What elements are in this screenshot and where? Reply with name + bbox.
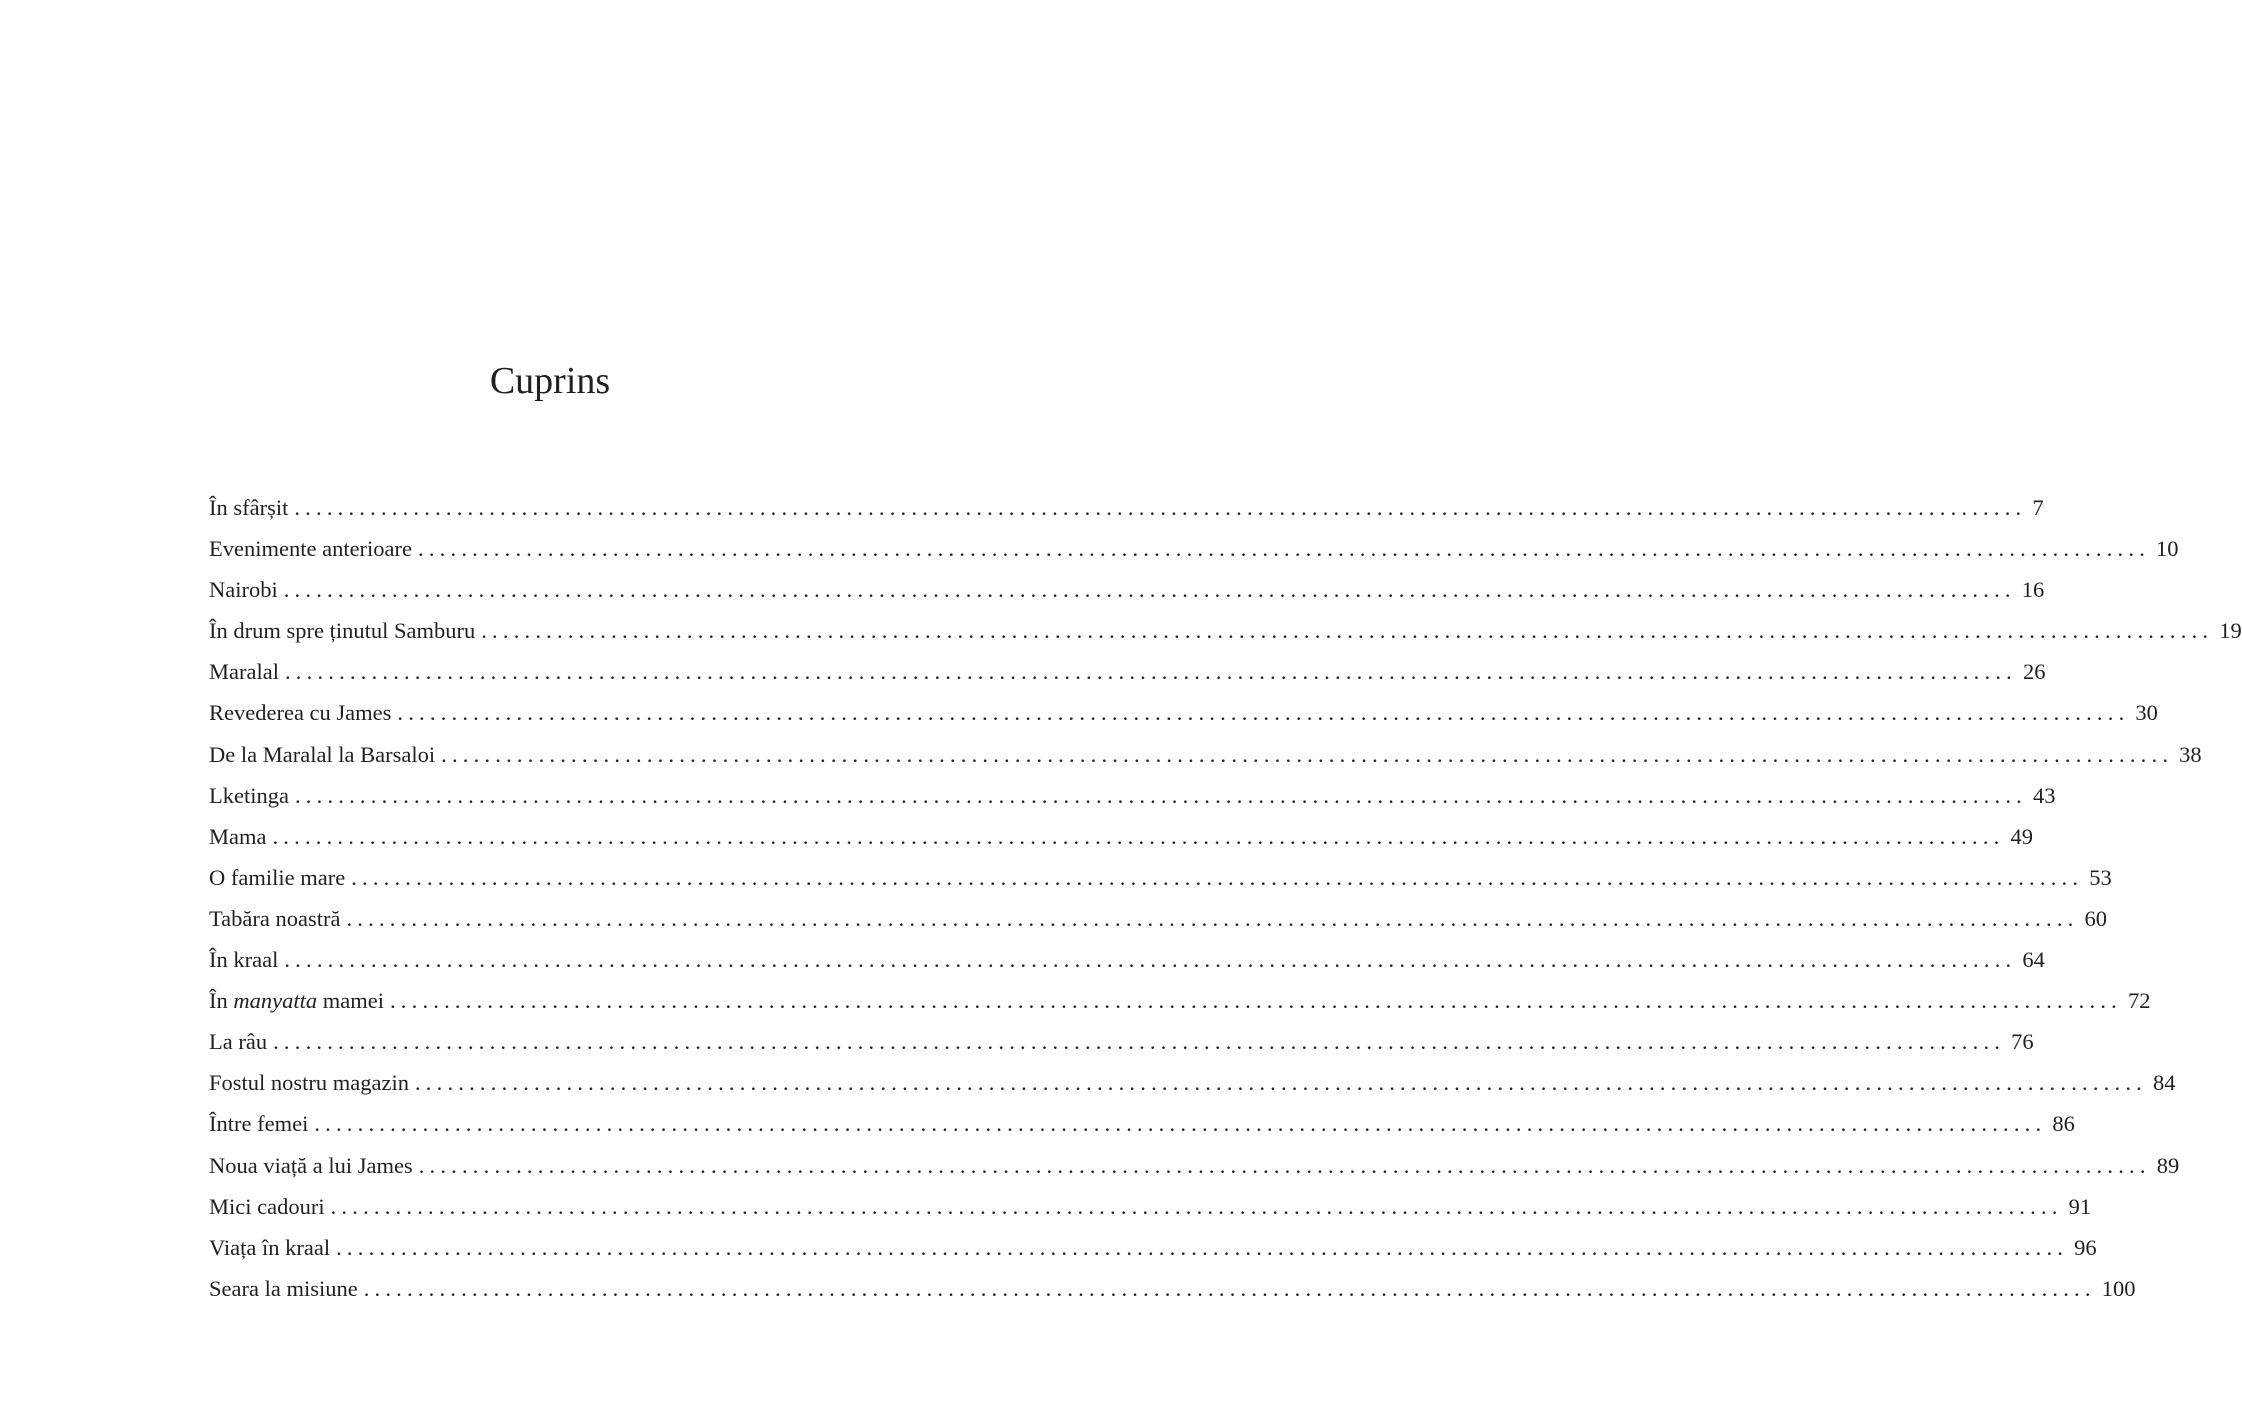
toc-entry-page: 86 (2046, 1103, 2075, 1144)
dot-leader: ................................................................................................................................................................ (283, 577, 2016, 603)
dot-leader: ................................................................................................................................................................ (397, 700, 2130, 726)
toc-entry-title (209, 980, 390, 1021)
toc-entry-page: 49 (2004, 816, 2033, 857)
dot-leader: ................................................................................................................................................................ (414, 1070, 2147, 1096)
toc-entry-page: 53 (2083, 857, 2112, 898)
toc-entry[interactable] (209, 1145, 2180, 1186)
dot-leader: ................................................................................................................................................................ (418, 536, 2151, 562)
toc-entry-title: Lketinga (209, 775, 295, 816)
toc-entry[interactable] (209, 610, 2242, 651)
toc-entry[interactable] (209, 816, 2033, 857)
toc-entry[interactable] (209, 734, 2202, 775)
toc-entry-page: 26 (2017, 651, 2046, 692)
dot-leader: ................................................................................................................................................................ (294, 495, 2027, 520)
toc-entry-page: 96 (2068, 1227, 2097, 1268)
toc-entry-title: La râu (209, 1021, 273, 1062)
toc-entry-title: Între femei (209, 1103, 314, 1144)
page-title: Cuprins (489, 360, 611, 402)
toc-entry-title: Mama (209, 816, 272, 857)
toc-entry-title-italic: manyatta (233, 988, 318, 1014)
toc-entry-title: Mici cadouri (209, 1186, 331, 1227)
toc-entry[interactable] (209, 651, 2046, 692)
toc-entry[interactable] (209, 1021, 2034, 1062)
toc-entry-title: Fostul nostru magazin (209, 1062, 415, 1103)
toc-entry-page: 16 (2016, 569, 2045, 610)
toc-entry-page: 72 (2122, 980, 2151, 1021)
dot-leader: ................................................................................................................................................................ (418, 1152, 2151, 1178)
toc-entry-title: În kraal (209, 939, 284, 980)
toc-entry-title: Maralal (209, 651, 285, 692)
dot-leader: ................................................................................................................................................................ (314, 1111, 2047, 1137)
toc-entry-page: 7 (2026, 487, 2043, 528)
dot-leader: ................................................................................................................................................................ (481, 618, 2214, 644)
toc-entry-title: O familie mare (209, 857, 351, 898)
dot-leader: ................................................................................................................................................................ (284, 947, 2017, 973)
toc-entry[interactable] (209, 857, 2112, 898)
toc-entry[interactable] (209, 1186, 2092, 1227)
toc-entry[interactable] (209, 528, 2179, 569)
toc-entry-title: Noua viață a lui James (209, 1145, 419, 1186)
toc-entry-page: 64 (2016, 939, 2045, 980)
toc-entry[interactable] (209, 692, 2158, 733)
toc-entry[interactable] (209, 487, 2044, 528)
toc-entry-title: Seara la misiune (209, 1268, 364, 1309)
table-of-contents (209, 487, 2242, 1309)
toc-entry-page: 38 (2173, 734, 2202, 775)
toc-entry-title-suffix: mamei (317, 988, 384, 1014)
toc-entry-page: 100 (2096, 1268, 2136, 1309)
toc-entry-title: În sfârșit (209, 487, 294, 528)
toc-entry[interactable] (209, 939, 2045, 980)
toc-entry-page: 60 (2078, 898, 2107, 939)
toc-entry-page: 89 (2151, 1145, 2180, 1186)
dot-leader: ................................................................................................................................................................ (441, 741, 2174, 767)
toc-entry[interactable] (209, 980, 2151, 1021)
toc-entry[interactable] (209, 775, 2056, 816)
toc-entry[interactable] (209, 898, 2107, 939)
toc-entry-page: 76 (2005, 1021, 2034, 1062)
toc-entry-title: De la Maralal la Barsaloi (209, 734, 441, 775)
dot-leader: ................................................................................................................................................................ (330, 1193, 2063, 1219)
dot-leader: ................................................................................................................................................................ (273, 1029, 2006, 1055)
toc-entry-page: 10 (2150, 528, 2179, 569)
toc-entry-page: 30 (2129, 692, 2158, 733)
toc-entry-title: Tabăra noastră (209, 898, 346, 939)
toc-entry-title: Nairobi (209, 569, 284, 610)
toc-entry[interactable] (209, 1062, 2176, 1103)
toc-entry-title-prefix: În (209, 988, 234, 1014)
toc-entry-page: 19 (2213, 610, 2242, 651)
toc-entry-title: Revederea cu James (209, 692, 397, 733)
toc-entry-page: 43 (2027, 775, 2056, 816)
toc-entry[interactable] (209, 1227, 2097, 1268)
toc-entry-title: În drum spre ținutul Samburu (209, 610, 481, 651)
dot-leader: ................................................................................................................................................................ (346, 905, 2079, 931)
dot-leader: ................................................................................................................................................................ (389, 988, 2122, 1014)
toc-entry[interactable] (209, 1268, 2136, 1309)
toc-entry[interactable] (209, 569, 2045, 610)
toc-entry-title: Viața în kraal (209, 1227, 336, 1268)
toc-entry-page: 91 (2063, 1186, 2092, 1227)
dot-leader: ................................................................................................................................................................ (336, 1234, 2069, 1260)
dot-leader: ................................................................................................................................................................ (272, 823, 2005, 849)
dot-leader: ................................................................................................................................................................ (351, 864, 2084, 890)
toc-entry-page: 84 (2147, 1062, 2176, 1103)
dot-leader: ................................................................................................................................................................ (294, 782, 2027, 808)
dot-leader: ................................................................................................................................................................ (363, 1275, 2096, 1301)
toc-entry[interactable] (209, 1103, 2075, 1144)
toc-entry-title: Evenimente anterioare (209, 528, 418, 569)
dot-leader: ................................................................................................................................................................ (284, 659, 2017, 685)
